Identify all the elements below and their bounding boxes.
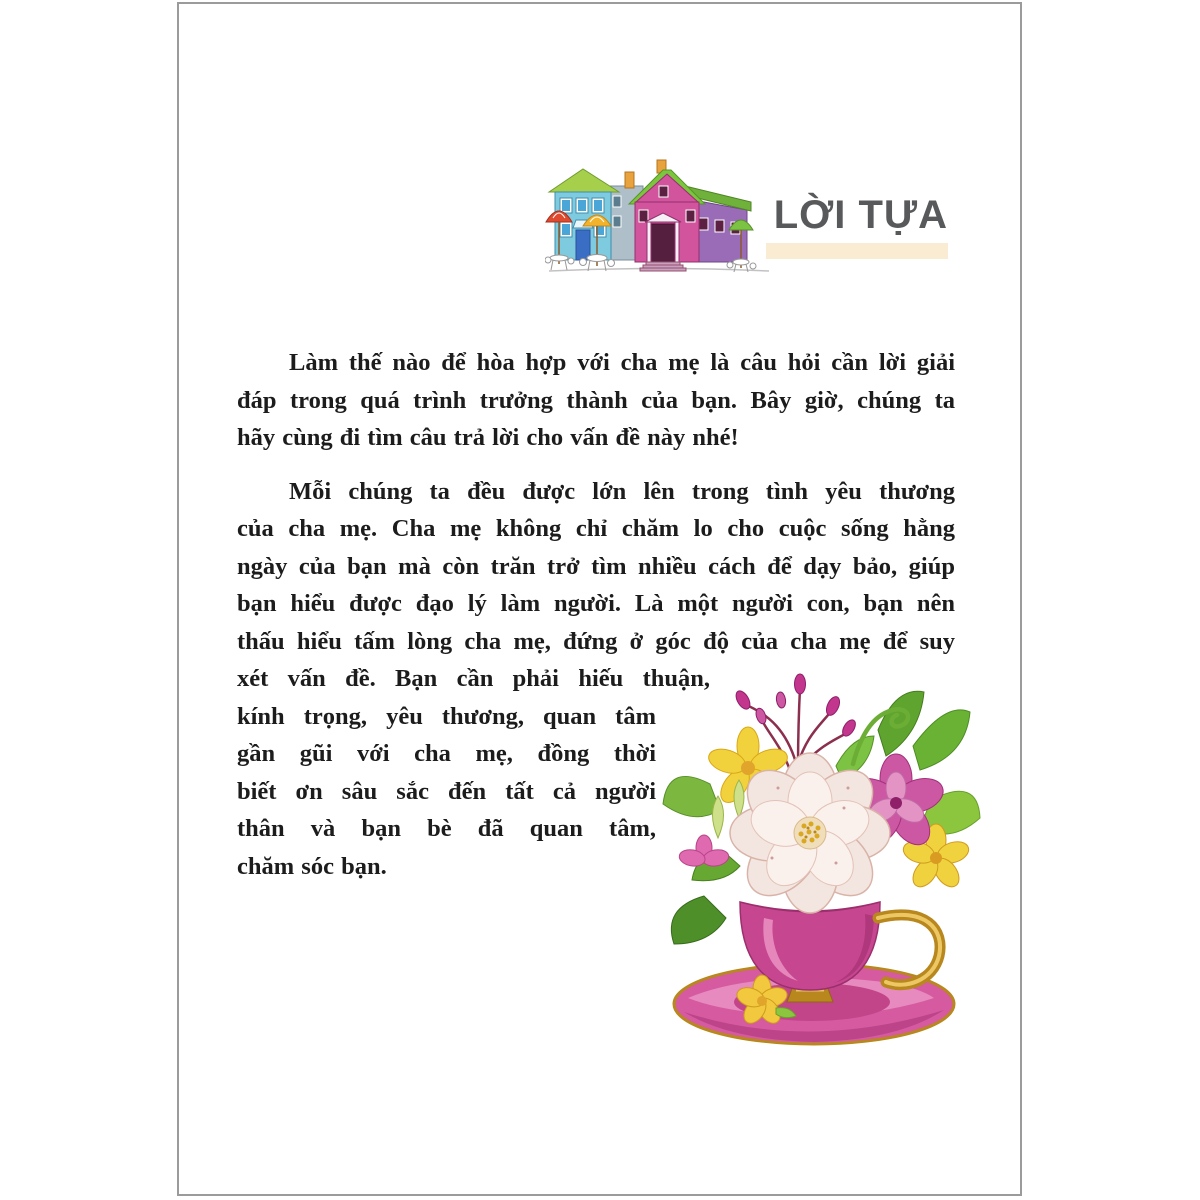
text-line: kính trọng, yêu thương, quan tâm — [237, 702, 656, 730]
text-line: của cha mẹ. Cha mẹ không chỉ chăm lo cho cuộc sống hằng — [237, 515, 955, 542]
text-line: Làm thế nào để hòa hợp với cha mẹ là câu hỏi cần lời giải — [289, 349, 955, 376]
teacup-illustration-icon — [648, 668, 983, 1048]
text-line: chăm sóc bạn. — [237, 852, 387, 880]
text-line: xét vấn đề. Bạn cần phải hiếu thuận, — [237, 665, 710, 692]
text-line: đáp trong quá trình trưởng thành của bạn. Bây giờ, chúng ta — [237, 386, 955, 414]
title-accent-bar — [766, 243, 948, 259]
paragraph-1 — [237, 344, 955, 457]
text-line: biết ơn sâu sắc đến tất cả người — [237, 777, 656, 805]
text-line: gần gũi với cha mẹ, đồng thời — [237, 740, 656, 767]
text-line: hãy cùng đi tìm câu trả lời cho vấn đề này nhé! — [237, 424, 739, 451]
teacup-illustration-svg — [648, 668, 983, 1048]
text-line: thấu hiểu tấm lòng cha mẹ, đứng ở góc độ của cha mẹ để suy — [237, 627, 955, 655]
text-line: bạn hiểu được đạo lý làm người. Là một người con, bạn nên — [237, 590, 955, 617]
text-line: Mỗi chúng ta đều được lớn lên trong tình yêu thương — [289, 477, 955, 505]
text-line: thân và bạn bè đã quan tâm, — [237, 815, 656, 842]
text-line: ngày của bạn mà còn trăn trở tìm nhiều cách để dạy bảo, giúp — [237, 552, 955, 580]
page-title: LỜI TỰA — [773, 193, 948, 237]
